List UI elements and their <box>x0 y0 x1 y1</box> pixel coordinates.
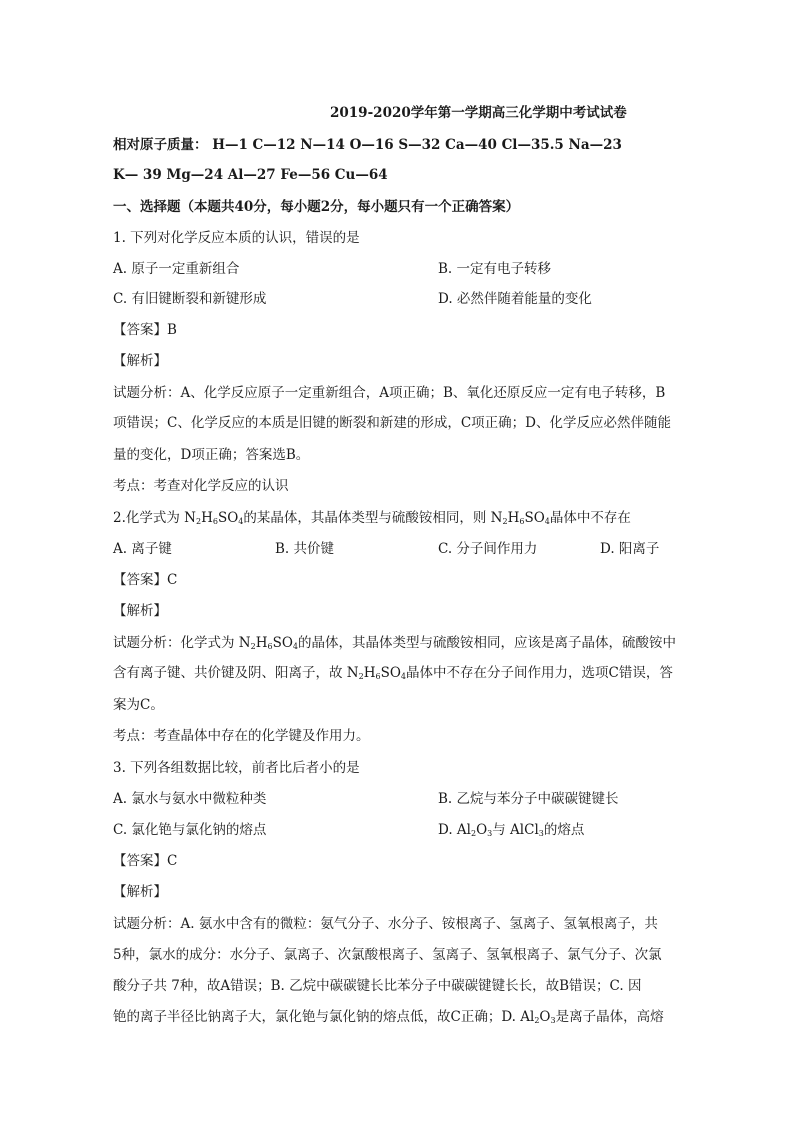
exam-title: 2019-2020学年第一学期高三化学期中考试试卷 <box>330 105 627 121</box>
q2-knowledge-point: 考点：考查晶体中存在的化学键及作用力。 <box>113 728 370 744</box>
q2-analysis-text: SO <box>380 665 401 681</box>
q2-stem-text: 2.化学式为 N <box>113 510 196 526</box>
q3-subscript: 3 <box>550 1016 556 1025</box>
q3-option-d-text: D. Al <box>438 822 471 838</box>
q2-subscript: 6 <box>375 672 381 681</box>
q3-analysis-heading: 【解析】 <box>113 884 167 900</box>
q1-options-row-2 <box>113 290 683 308</box>
q2-analysis-text: 试题分析：化学式为 N <box>113 635 251 651</box>
q2-subscript: 4 <box>292 642 298 651</box>
q3-analysis-text: O <box>539 1009 551 1025</box>
q2-stem-text: H <box>201 510 213 526</box>
q2-analysis-text: H <box>363 665 376 681</box>
q1-option-c: C. 有旧键断裂和新键形成 <box>113 291 267 307</box>
q2-stem-text: SO <box>217 510 239 526</box>
q3-subscript: 3 <box>487 829 493 838</box>
q2-analysis-text: SO <box>272 635 293 651</box>
q2-option-c: C. 分子间作用力 <box>438 541 538 557</box>
q3-analysis-line <box>113 1008 683 1026</box>
q2-analysis-text: 晶体中不存在分子间作用力，选项C错误，答 <box>406 665 673 681</box>
q3-stem: 3. 下列各组数据比较，前者比后者小的是 <box>113 760 360 776</box>
q2-analysis-line: 案为C。 <box>113 697 164 713</box>
atomic-mass-line-2: K— 39 Mg—24 Al—27 Fe—56 Cu—64 <box>113 167 388 183</box>
q2-subscript: 2 <box>195 517 202 526</box>
q2-analysis-line <box>113 664 683 682</box>
q2-stem-text: SO <box>524 510 545 526</box>
q2-subscript: 2 <box>250 642 256 651</box>
q3-subscript: 2 <box>471 829 477 838</box>
q2-subscript: 6 <box>212 517 218 526</box>
q2-stem <box>113 509 683 527</box>
q3-analysis-line: 试题分析：A. 氨水中含有的微粒：氨气分子、水分子、铵根离子、氢离子、氢氧根离子，共 <box>113 916 658 932</box>
q1-option-a: A. 原子一定重新组合 <box>113 261 240 277</box>
q2-analysis-line <box>113 634 683 652</box>
q3-option-b: B. 乙烷与苯分子中碳碳键键长 <box>438 791 619 807</box>
section-heading: 一、选择题（本题共40分，每小题2分，每小题只有一个正确答案） <box>113 199 520 215</box>
q2-option-a: A. 离子键 <box>113 541 172 557</box>
q2-stem-text: H <box>507 510 520 526</box>
q2-stem-text: 的某晶体，其晶体类型与硫酸铵相同，则 N <box>243 510 503 526</box>
q2-subscript: 2 <box>358 672 364 681</box>
q2-analysis-text: 的晶体，其晶体类型与硫酸铵相同，应该是离子晶体，硫酸铵中 <box>298 635 676 651</box>
q2-subscript: 2 <box>502 517 508 526</box>
q3-options-row-2 <box>113 821 683 839</box>
q2-subscript: 4 <box>544 517 550 526</box>
q3-analysis-text: 铯的离子半径比钠离子大，氯化铯与氯化钠的熔点低，故C正确；D. Al <box>113 1009 535 1025</box>
q2-option-b: B. 共价键 <box>275 541 335 557</box>
q2-stem-text: 晶体中不存在 <box>549 510 631 526</box>
q1-stem: 1. 下列对化学反应本质的认识，错误的是 <box>113 230 360 246</box>
q2-analysis-heading: 【解析】 <box>113 603 167 619</box>
q3-subscript: 3 <box>538 829 544 838</box>
q2-analysis-text: H <box>255 635 268 651</box>
q3-option-d-text: 与 AlCl <box>492 822 539 838</box>
q2-analysis-text: 含有离子键、共价键及阴、阳离子，故 N <box>113 665 359 681</box>
q1-options-row-1 <box>113 260 683 278</box>
q2-options-row <box>113 540 683 558</box>
q1-analysis-line: 量的变化，D项正确；答案选B。 <box>113 447 310 463</box>
q3-option-c: C. 氯化铯与氯化钠的熔点 <box>113 822 267 838</box>
q1-option-b: B. 一定有电子转移 <box>438 261 552 277</box>
q3-option-d-text: 的熔点 <box>543 822 585 838</box>
q2-subscript: 4 <box>400 672 406 681</box>
q1-analysis-line: 试题分析：A、化学反应原子一定重新组合，A项正确；B、氧化还原反应一定有电子转移，B <box>113 385 666 401</box>
q3-analysis-line: 酸分子共 7种，故A错误；B. 乙烷中碳碳键长比苯分子中碳碳键键长长，故B错误；C. 因 <box>113 978 642 994</box>
q3-options-row-1 <box>113 790 683 808</box>
q3-option-d <box>438 821 584 839</box>
q2-subscript: 6 <box>519 517 525 526</box>
q3-analysis-line: 5种，氯水的成分：水分子、氯离子、次氯酸根离子、氢离子、氢氧根离子、氯气分子、次氯 <box>113 947 662 963</box>
q1-analysis-heading: 【解析】 <box>113 353 167 369</box>
q3-subscript: 2 <box>534 1016 540 1025</box>
q1-analysis-line: 项错误；C、化学反应的本质是旧键的断裂和新建的形成，C项正确；D、化学反应必然伴随能 <box>113 415 671 431</box>
q1-option-d: D. 必然伴随着能量的变化 <box>438 291 592 307</box>
q3-answer: 【答案】C <box>113 853 178 869</box>
q2-subscript: 6 <box>267 642 273 651</box>
q2-option-d: D. 阳离子 <box>600 541 660 557</box>
q3-option-a: A. 氯水与氨水中微粒种类 <box>113 791 267 807</box>
q1-answer: 【答案】B <box>113 322 177 338</box>
q1-knowledge-point: 考点：考查对化学反应的认识 <box>113 478 289 494</box>
atomic-mass-line-1: 相对原子质量： H—1 C—12 N—14 O—16 S—32 Ca—40 Cl—35.5 Na—23 <box>113 137 622 153</box>
q3-analysis-text: 是离子晶体，高熔 <box>555 1009 664 1025</box>
q3-option-d-text: O <box>476 822 488 838</box>
q2-subscript: 4 <box>238 517 244 526</box>
q2-answer: 【答案】C <box>113 572 178 588</box>
